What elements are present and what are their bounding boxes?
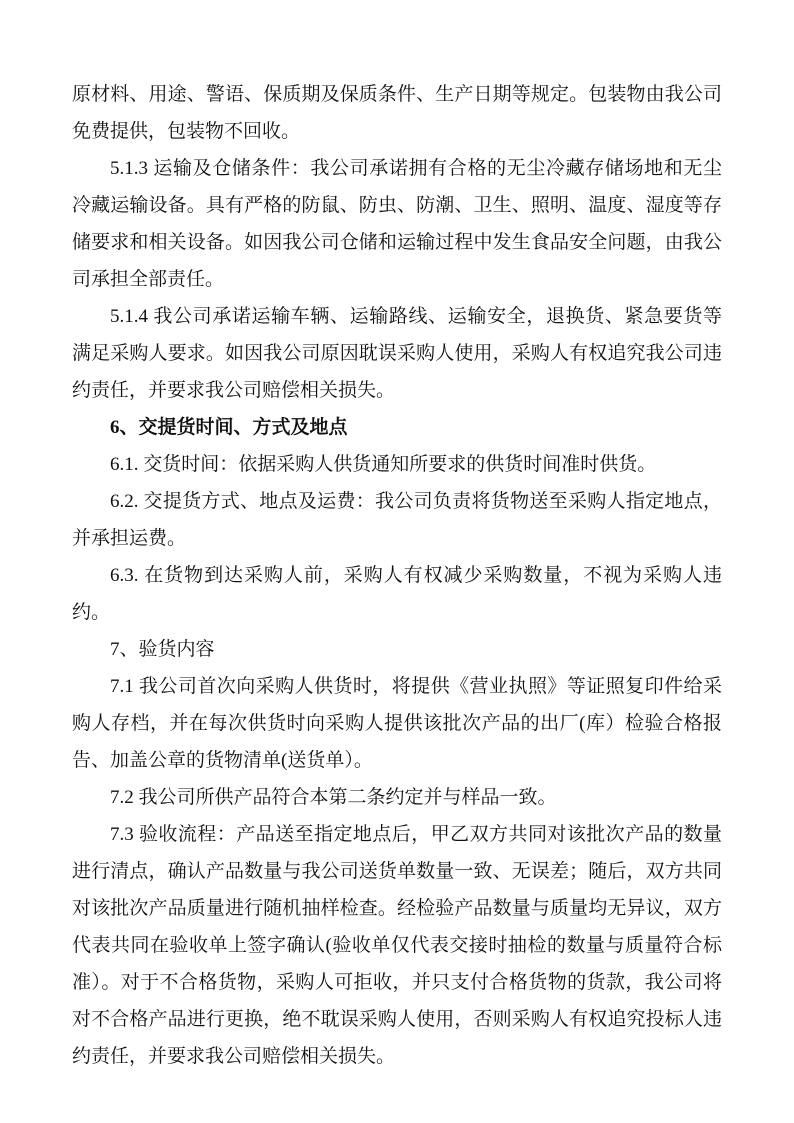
clause-5-1-4: 5.1.4 我公司承诺运输车辆、运输路线、运输安全，退换货、紧急要货等满足采购人要求。如因我公司原因耽误采购人使用，采购人有权追究我公司违约责任，并要求我公司赔偿相关损失。 [72, 306, 722, 401]
clause-6-3: 6.3. 在货物到达采购人前，采购人有权减少采购数量，不视为采购人违约。 [72, 565, 722, 623]
clause-7-1: 7.1 我公司首次向采购人供货时，将提供《营业执照》等证照复印件给采购人存档，并在每次供货时向采购人提供该批次产品的出厂(库）检验合格报告、加盖公章的货物清单(送货单）。 [72, 676, 722, 771]
clause-7-2: 7.2 我公司所供产品符合本第二条约定并与样品一致。 [110, 787, 557, 808]
paragraph-continuation: 原材料、用途、警语、保质期及保质条件、生产日期等规定。包装物由我公司免费提供，包装物不回收。 [72, 84, 722, 142]
section-heading-7: 7、验货内容 [110, 639, 215, 660]
section-heading-6: 6、交提货时间、方式及地点 [110, 417, 348, 438]
clause-7-3: 7.3 验收流程：产品送至指定地点后，甲乙双方共同对该批次产品的数量进行清点，确认产品数量与我公司送货单数量一致、无误差；随后，双方共同对该批次产品质量进行随机抽样检查。经检验产品数量与质量均无异议，双方代表共同在验收单上签字确认(验收单仅代表交接时抽检的数量与质量符合标准）。对于不合格货物，采购人可拒收，并只支付合格货物的货款，我公司将对不合格产品进行更换，绝不耽误采购人使用，否则采购人有权追究投标人违约责任，并要求我公司赔偿相关损失。 [72, 824, 722, 1067]
clause-6-2: 6.2. 交提货方式、地点及运费：我公司负责将货物送至采购人指定地点，并承担运费。 [72, 491, 722, 549]
clause-5-1-3: 5.1.3 运输及仓储条件：我公司承诺拥有合格的无尘冷藏存储场地和无尘冷藏运输设备。具有严格的防鼠、防虫、防潮、卫生、照明、温度、湿度等存储要求和相关设备。如因我公司仓储和运输过程中发生食品安全问题，由我公司承担全部责任。 [72, 158, 722, 290]
clause-6-1: 6.1. 交货时间：依据采购人供货通知所要求的供货时间准时供货。 [110, 454, 657, 475]
